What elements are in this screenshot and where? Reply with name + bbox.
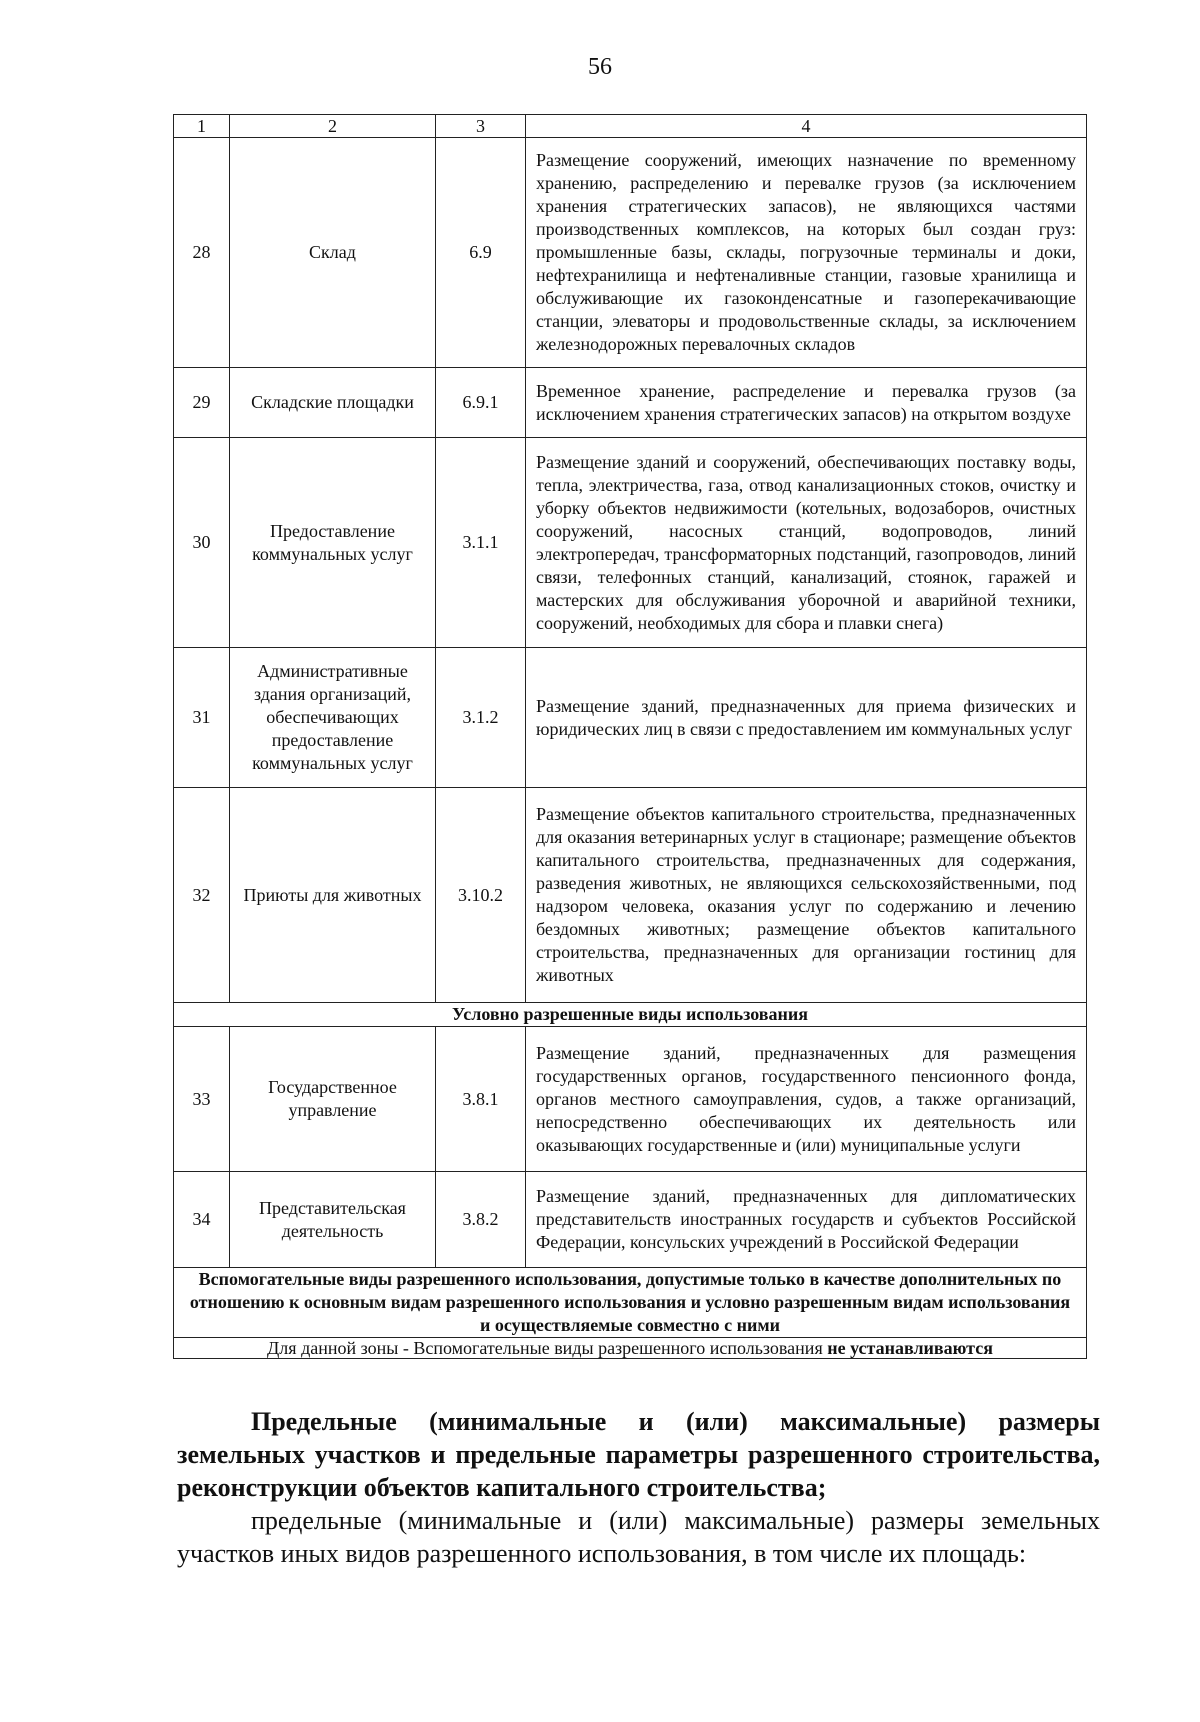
row-number: 32 bbox=[174, 788, 230, 1003]
table-row bbox=[174, 1172, 1087, 1268]
auxiliary-note-prefix: Для данной зоны - Вспомогательные виды разрешенного использования bbox=[267, 1338, 828, 1358]
use-code: 3.8.2 bbox=[436, 1172, 526, 1268]
use-name: Предоставление коммунальных услуг bbox=[230, 438, 436, 648]
use-name: Представительская деятельность bbox=[230, 1172, 436, 1268]
page-number: 56 bbox=[588, 54, 612, 80]
table-row bbox=[174, 138, 1087, 368]
auxiliary-uses-note bbox=[174, 1338, 1087, 1359]
row-number: 31 bbox=[174, 648, 230, 788]
use-code: 6.9.1 bbox=[436, 368, 526, 438]
header-cell-3: 3 bbox=[436, 115, 526, 138]
use-code: 6.9 bbox=[436, 138, 526, 368]
use-name: Государственное управление bbox=[230, 1027, 436, 1172]
use-description: Размещение зданий, предназначенных для дипломатических представительств иностранных государств и субъектов Российской Федерации, консульских учреждений в Российской Федерации bbox=[526, 1172, 1087, 1268]
section-row-auxiliary bbox=[174, 1268, 1087, 1338]
land-use-table bbox=[173, 114, 1087, 1359]
table-row bbox=[174, 788, 1087, 1003]
table-row bbox=[174, 648, 1087, 788]
table-row bbox=[174, 438, 1087, 648]
limits-body-paragraph: предельные (минимальные и (или) максимальные) размеры земельных участков иных видов разрешенного использования, в том числе их площадь: bbox=[177, 1506, 1100, 1568]
use-description: Размещение зданий, предназначенных для приема физических и юридических лиц в связи с предоставлением им коммунальных услуг bbox=[526, 648, 1087, 788]
use-code: 3.10.2 bbox=[436, 788, 526, 1003]
use-name: Склад bbox=[230, 138, 436, 368]
auxiliary-note-emphasis: не устанавливаются bbox=[827, 1338, 993, 1358]
use-description: Размещение зданий, предназначенных для размещения государственных органов, государственного пенсионного фонда, органов местного самоуправления, судов, а также организаций, непосредственно обеспечивающих их деятельность или оказывающих государственные и (или) муниципальные услуги bbox=[526, 1027, 1087, 1172]
use-description: Временное хранение, распределение и перевалка грузов (за исключением хранения стратегических запасов) на открытом воздухе bbox=[526, 368, 1087, 438]
section-row-conditional bbox=[174, 1003, 1087, 1027]
use-name: Административные здания организаций, обеспечивающих предоставление коммунальных услуг bbox=[230, 648, 436, 788]
conditional-uses-title: Условно разрешенные виды использования bbox=[174, 1003, 1087, 1027]
header-cell-1: 1 bbox=[174, 115, 230, 138]
use-code: 3.1.2 bbox=[436, 648, 526, 788]
use-name: Приюты для животных bbox=[230, 788, 436, 1003]
table-row bbox=[174, 1027, 1087, 1172]
use-description: Размещение сооружений, имеющих назначение по временному хранению, распределению и перевалке грузов (за исключением хранения стратегических запасов), не являющихся частями производственных комплексов, на которых был создан груз: промышленные базы, склады, погрузочные терминалы и доки, нефтехранилища и нефтеналивные станции, газовые хранилища и обслуживающие их газоконденсатные и газоперекачивающие станции, элеваторы и продовольственные склады, за исключением железнодорожных перевалочных складов bbox=[526, 138, 1087, 368]
row-number: 28 bbox=[174, 138, 230, 368]
table-row bbox=[174, 368, 1087, 438]
use-code: 3.1.1 bbox=[436, 438, 526, 648]
limits-heading: Предельные (минимальные и (или) максимальные) размеры земельных участков и предельные параметры разрешенного строительства, реконструкции объектов капитального строительства; bbox=[177, 1407, 1100, 1502]
use-description: Размещение объектов капитального строительства, предназначенных для оказания ветеринарных услуг в стационаре; размещение объектов капитального строительства, предназначенных для содержания, разведения животных, не являющихся сельскохозяйственными, под надзором человека, оказания услуг по содержанию и лечению бездомных животных; размещение объектов капитального строительства, предназначенных для организации гостиниц для животных bbox=[526, 788, 1087, 1003]
use-description: Размещение зданий и сооружений, обеспечивающих поставку воды, тепла, электричества, газа, отвод канализационных стоков, очистку и уборку объектов недвижимости (котельных, водозаборов, очистных сооружений, насосных станций, водопроводов, линий электропередач, трансформаторных подстанций, газопроводов, линий связи, телефонных станций, канализаций, стоянок, гаражей и мастерских для обслуживания уборочной и аварийной техники, сооружений, необходимых для сбора и плавки снега) bbox=[526, 438, 1087, 648]
row-number: 34 bbox=[174, 1172, 230, 1268]
section-row-auxiliary-note bbox=[174, 1338, 1087, 1359]
row-number: 33 bbox=[174, 1027, 230, 1172]
header-cell-2: 2 bbox=[230, 115, 436, 138]
use-name: Складские площадки bbox=[230, 368, 436, 438]
row-number: 29 bbox=[174, 368, 230, 438]
row-number: 30 bbox=[174, 438, 230, 648]
header-cell-4: 4 bbox=[526, 115, 1087, 138]
table-header-row bbox=[174, 115, 1087, 138]
use-code: 3.8.1 bbox=[436, 1027, 526, 1172]
auxiliary-uses-title: Вспомогательные виды разрешенного использования, допустимые только в качестве дополнительных по отношению к основным видам разрешенного использования и условно разрешенным видам использования и осуществляемые совместно с ними bbox=[174, 1268, 1087, 1338]
